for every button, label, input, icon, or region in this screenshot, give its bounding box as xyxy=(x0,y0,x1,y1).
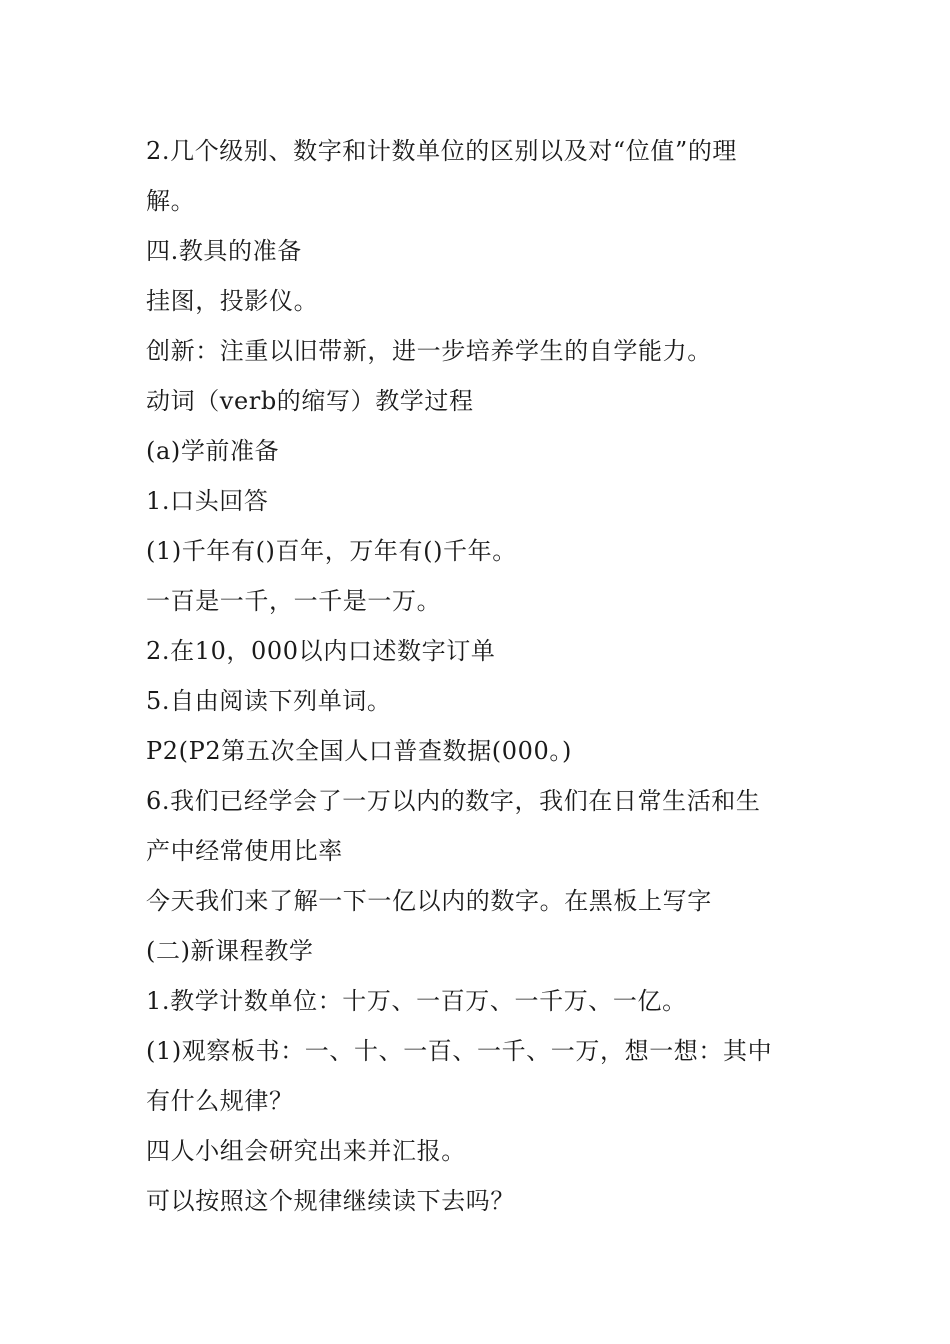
text-line: P2(P2第五次全国人口普查数据(000。) xyxy=(146,737,572,765)
subsection-heading: (二)新课程教学 xyxy=(146,937,314,965)
text-line: 2.几个级别、数字和计数单位的区别以及对“位值”的理 xyxy=(146,137,738,165)
text-line: 有什么规律？ xyxy=(146,1087,294,1115)
text-line: 2.在10，000以内口述数字订单 xyxy=(146,637,496,665)
text-line: 产中经常使用比率 xyxy=(146,837,343,865)
text-line: (1)观察板书：一、十、一百、一千、一万，想一想：其中 xyxy=(146,1037,773,1065)
section-heading: 四.教具的准备 xyxy=(146,237,302,265)
text-line: 挂图，投影仪。 xyxy=(146,287,319,315)
text-line: 今天我们来了解一下一亿以内的数字。在黑板上写字 xyxy=(146,887,712,915)
text-line: (1)千年有()百年，万年有()千年。 xyxy=(146,537,517,565)
text-line: 四人小组会研究出来并汇报。 xyxy=(146,1137,466,1165)
text-line: 1.教学计数单位：十万、一百万、一千万、一亿。 xyxy=(146,987,687,1015)
text-line: 1.口头回答 xyxy=(146,487,269,515)
text-line: 创新：注重以旧带新，进一步培养学生的自学能力。 xyxy=(146,337,712,365)
text-line: 可以按照这个规律继续读下去吗？ xyxy=(146,1187,515,1215)
text-line: 5.自由阅读下列单词。 xyxy=(146,687,392,715)
text-line: 6.我们已经学会了一万以内的数字，我们在日常生活和生 xyxy=(146,787,761,815)
subsection-heading: (a)学前准备 xyxy=(146,437,280,465)
text-line: 一百是一千，一千是一万。 xyxy=(146,587,442,615)
document-body xyxy=(146,126,816,1226)
section-heading: 动词（verb的缩写）教学过程 xyxy=(146,387,474,415)
text-line: 解。 xyxy=(146,187,196,215)
